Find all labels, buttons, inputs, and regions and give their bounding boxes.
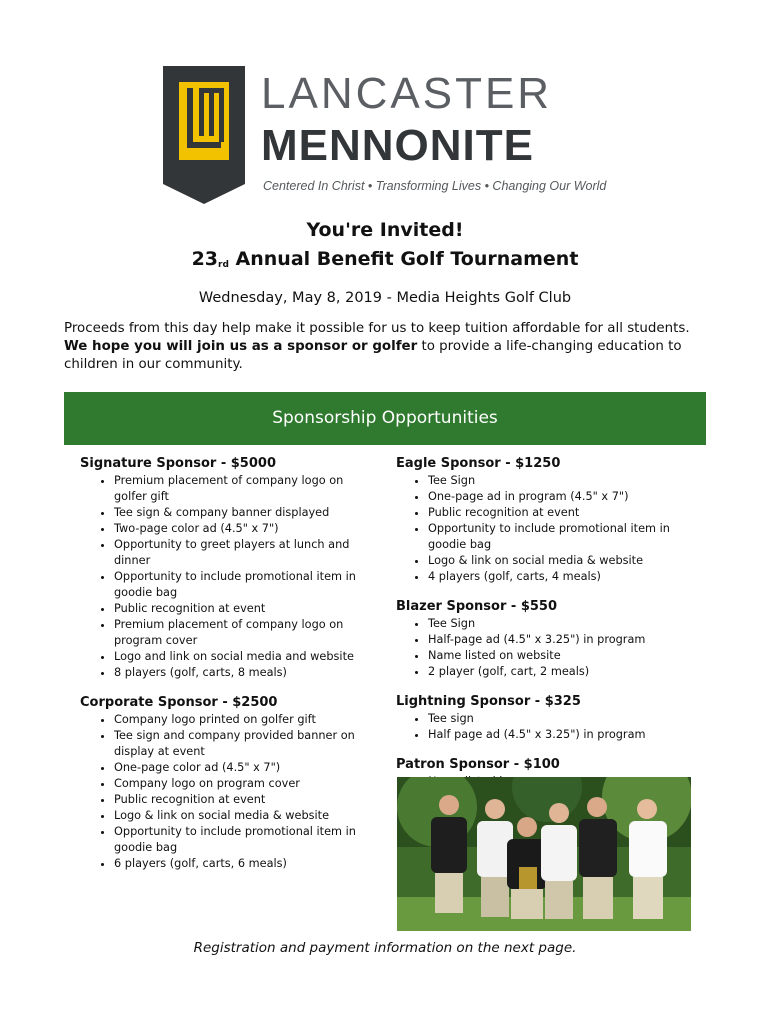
benefit-item: • Logo & link on social media & website: [428, 553, 696, 569]
invite-heading: You're Invited!: [306, 219, 464, 241]
benefit-item: • Public recognition at event: [114, 601, 375, 617]
tier-benefits: [80, 712, 375, 872]
sponsor-tier-signature: [80, 456, 375, 681]
tier-title: Patron Sponsor - $100: [396, 757, 560, 772]
sponsor-tier-corporate: [80, 695, 375, 872]
benefit-item: • Premium placement of company logo on program cover: [114, 617, 375, 649]
benefit-item: • 6 players (golf, carts, 6 meals): [114, 856, 375, 872]
tier-benefits: [80, 473, 375, 681]
tier-title: Lightning Sponsor - $325: [396, 694, 581, 709]
tournament-title: [0, 248, 770, 270]
logo-line-1: LANCASTER: [261, 69, 553, 118]
tier-title: Blazer Sponsor - $550: [396, 599, 558, 614]
intro-rest: to provide a life-changing education to children in our community.: [64, 339, 682, 372]
benefit-item: • Half-page ad (4.5" x 3.25") in program: [428, 632, 696, 648]
intro-paragraph: [64, 320, 714, 374]
tier-title: Signature Sponsor - $5000: [80, 456, 276, 471]
intro-line-1: Proceeds from this day help make it possible for us to keep tuition affordable for all students.: [64, 321, 690, 336]
benefit-item: • Tee sign: [428, 711, 696, 727]
benefit-item: • 2 player (golf, cart, 2 meals): [428, 664, 696, 680]
benefit-item: • Public recognition at event: [428, 505, 696, 521]
tier-benefits: [396, 616, 696, 680]
benefit-item: • Logo & link on social media & website: [114, 808, 375, 824]
sponsorship-banner: Sponsorship Opportunities: [64, 392, 706, 445]
benefit-item: • Opportunity to include promotional item in goodie bag: [428, 521, 696, 553]
sponsor-column-right: [396, 456, 696, 804]
footer-note: Registration and payment information on the next page.: [193, 940, 577, 956]
benefit-item: • Opportunity to include promotional item in goodie bag: [114, 824, 375, 856]
benefit-item: • Premium placement of company logo on golfer gift: [114, 473, 375, 505]
school-logo: [163, 66, 613, 206]
sponsor-tier-lightning: [396, 694, 696, 743]
benefit-item: • Half page ad (4.5" x 3.25") in program: [428, 727, 696, 743]
benefit-item: • 8 players (golf, carts, 8 meals): [114, 665, 375, 681]
ordinal-number: 23: [191, 248, 219, 270]
benefit-item: • One-page color ad (4.5" x 7"): [114, 760, 375, 776]
benefit-item: • Name listed on website: [428, 648, 696, 664]
benefit-item: • One-page ad in program (4.5" x 7"): [428, 489, 696, 505]
benefit-item: • Tee sign and company provided banner on display at event: [114, 728, 375, 760]
benefit-item: • Tee Sign: [428, 616, 696, 632]
tier-benefits: [396, 711, 696, 743]
benefit-item: • Opportunity to greet players at lunch and dinner: [114, 537, 375, 569]
tier-title: Corporate Sponsor - $2500: [80, 695, 278, 710]
benefit-item: • Tee Sign: [428, 473, 696, 489]
ordinal-suffix: rd: [218, 260, 229, 270]
sponsor-tier-blazer: [396, 599, 696, 680]
sponsor-tier-eagle: [396, 456, 696, 585]
event-venue: Media Heights Golf Club: [396, 290, 572, 306]
tier-benefits: [396, 473, 696, 585]
benefit-item: • Public recognition at event: [114, 792, 375, 808]
benefit-item: • Logo and link on social media and website: [114, 649, 375, 665]
event-date: Wednesday, May 8, 2019: [198, 290, 382, 306]
date-separator: -: [382, 290, 397, 306]
date-line: [0, 290, 770, 306]
title-rest: Annual Benefit Golf Tournament: [228, 248, 579, 270]
team-photo: [397, 777, 691, 931]
lm-shield-icon: [163, 66, 245, 204]
benefit-item: • Two-page color ad (4.5" x 7"): [114, 521, 375, 537]
logo-tagline: Centered In Christ • Transforming Lives • Changing Our World: [263, 179, 607, 193]
benefit-item: • Tee sign & company banner displayed: [114, 505, 375, 521]
benefit-item: • 4 players (golf, carts, 4 meals): [428, 569, 696, 585]
sponsor-column-left: [80, 456, 375, 886]
logo-line-2: MENNONITE: [261, 121, 534, 170]
benefit-item: • Opportunity to include promotional item in goodie bag: [114, 569, 375, 601]
intro-bold: We hope you will join us as a sponsor or golfer: [64, 339, 418, 354]
benefit-item: • Company logo on program cover: [114, 776, 375, 792]
benefit-item: • Company logo printed on golfer gift: [114, 712, 375, 728]
tier-title: Eagle Sponsor - $1250: [396, 456, 561, 471]
